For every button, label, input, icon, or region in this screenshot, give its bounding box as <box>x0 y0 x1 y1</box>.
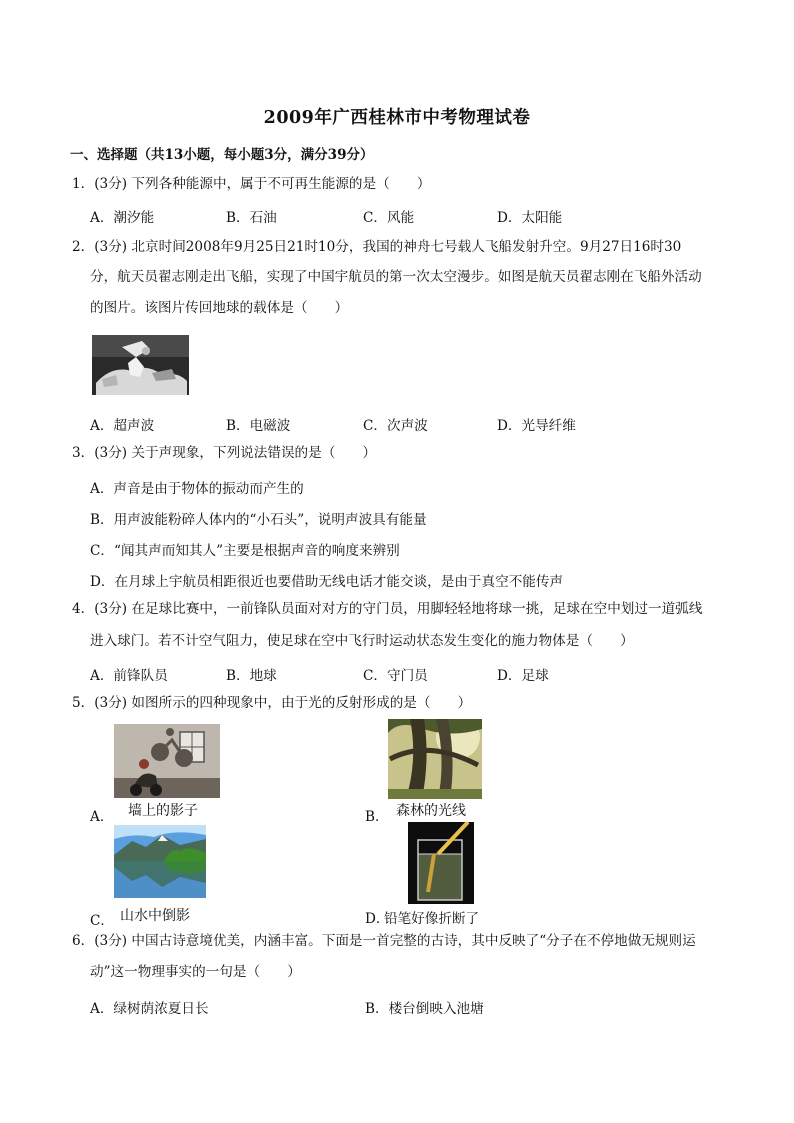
q5-option-d-letter: D． <box>365 911 390 927</box>
q1-option-d: D．太阳能 <box>497 210 563 226</box>
page-title: 2009年广西桂林市中考物理试卷 <box>263 108 531 128</box>
q2-option-c: C．次声波 <box>363 418 428 434</box>
question-3-text: 3．(3分) 关于声现象，下列说法错误的是（ ） <box>72 445 377 461</box>
question-5-text: 5．(3分) 如图所示的四种现象中，由于光的反射形成的是（ ） <box>72 695 472 711</box>
question-6-line-2: 动”这一物理事实的一句是（ ） <box>90 964 301 980</box>
q4-option-c: C．守门员 <box>363 668 428 684</box>
q4-option-b: B．地球 <box>226 668 277 684</box>
q5-option-d-caption: 铅笔好像折断了 <box>384 911 480 927</box>
pencil-in-water-image <box>408 822 474 904</box>
wall-shadow-image <box>114 724 220 798</box>
astronaut-spacewalk-image <box>92 335 189 395</box>
q3-option-c: C．“闻其声而知其人”主要是根据声音的响度来辨别 <box>90 543 400 559</box>
q1-option-a: A．潮汐能 <box>90 210 155 226</box>
question-4-line-1: 4．(3分) 在足球比赛中，一前锋队员面对对方的守门员，用脚轻轻地将球一挑，足球在空中划过一道弧线 <box>72 601 703 617</box>
question-6-line-1: 6．(3分) 中国古诗意境优美，内涵丰富。下面是一首完整的古诗，其中反映了“分子在不停地做无规则运 <box>72 933 696 949</box>
forest-light-image <box>388 719 482 799</box>
q6-option-a: A．绿树荫浓夏日长 <box>90 1001 209 1017</box>
question-1-text: 1．(3分) 下列各种能源中，属于不可再生能源的是（ ） <box>72 176 431 192</box>
q1-option-c: C．风能 <box>363 210 415 226</box>
q5-option-c-caption: 山水中倒影 <box>120 908 190 924</box>
q5-option-b-caption: 森林的光线 <box>396 803 466 819</box>
q3-option-b: B．用声波能粉碎人体内的“小石头”，说明声波具有能量 <box>90 512 427 528</box>
q5-option-a-letter: A． <box>90 809 114 825</box>
question-2-line-2: 分，航天员翟志刚走出飞船，实现了中国宇航员的第一次太空漫步。如图是航天员翟志刚在飞船外活动 <box>90 269 702 285</box>
question-2-line-3: 的图片。该图片传回地球的载体是（ ） <box>90 300 349 316</box>
q3-option-d: D．在月球上宇航员相距很近也要借助无线电话才能交谈，是由于真空不能传声 <box>90 574 564 590</box>
section-heading: 一、选择题（共13小题，每小题3分，满分39分） <box>70 147 374 163</box>
q5-option-b-letter: B． <box>365 809 389 825</box>
q3-option-a: A．声音是由于物体的振动而产生的 <box>90 481 304 497</box>
mountain-reflection-image <box>114 825 206 898</box>
q2-option-a: A．超声波 <box>90 418 155 434</box>
q4-option-a: A．前锋队员 <box>90 668 168 684</box>
q5-option-c-letter: C． <box>90 913 114 929</box>
q2-option-b: B．电磁波 <box>226 418 291 434</box>
q4-option-d: D．足球 <box>497 668 549 684</box>
q1-option-b: B．石油 <box>226 210 277 226</box>
question-2-line-1: 2．(3分) 北京时间2008年9月25日21时10分，我国的神舟七号载人飞船发射升空。9月27日16时30 <box>72 239 682 255</box>
question-4-line-2: 进入球门。若不计空气阻力，使足球在空中飞行时运动状态发生变化的施力物体是（ ） <box>90 633 634 649</box>
q6-option-b: B．楼台倒映入池塘 <box>365 1001 484 1017</box>
q5-option-a-caption: 墙上的影子 <box>128 803 198 819</box>
q2-option-d: D．光导纤维 <box>497 418 576 434</box>
